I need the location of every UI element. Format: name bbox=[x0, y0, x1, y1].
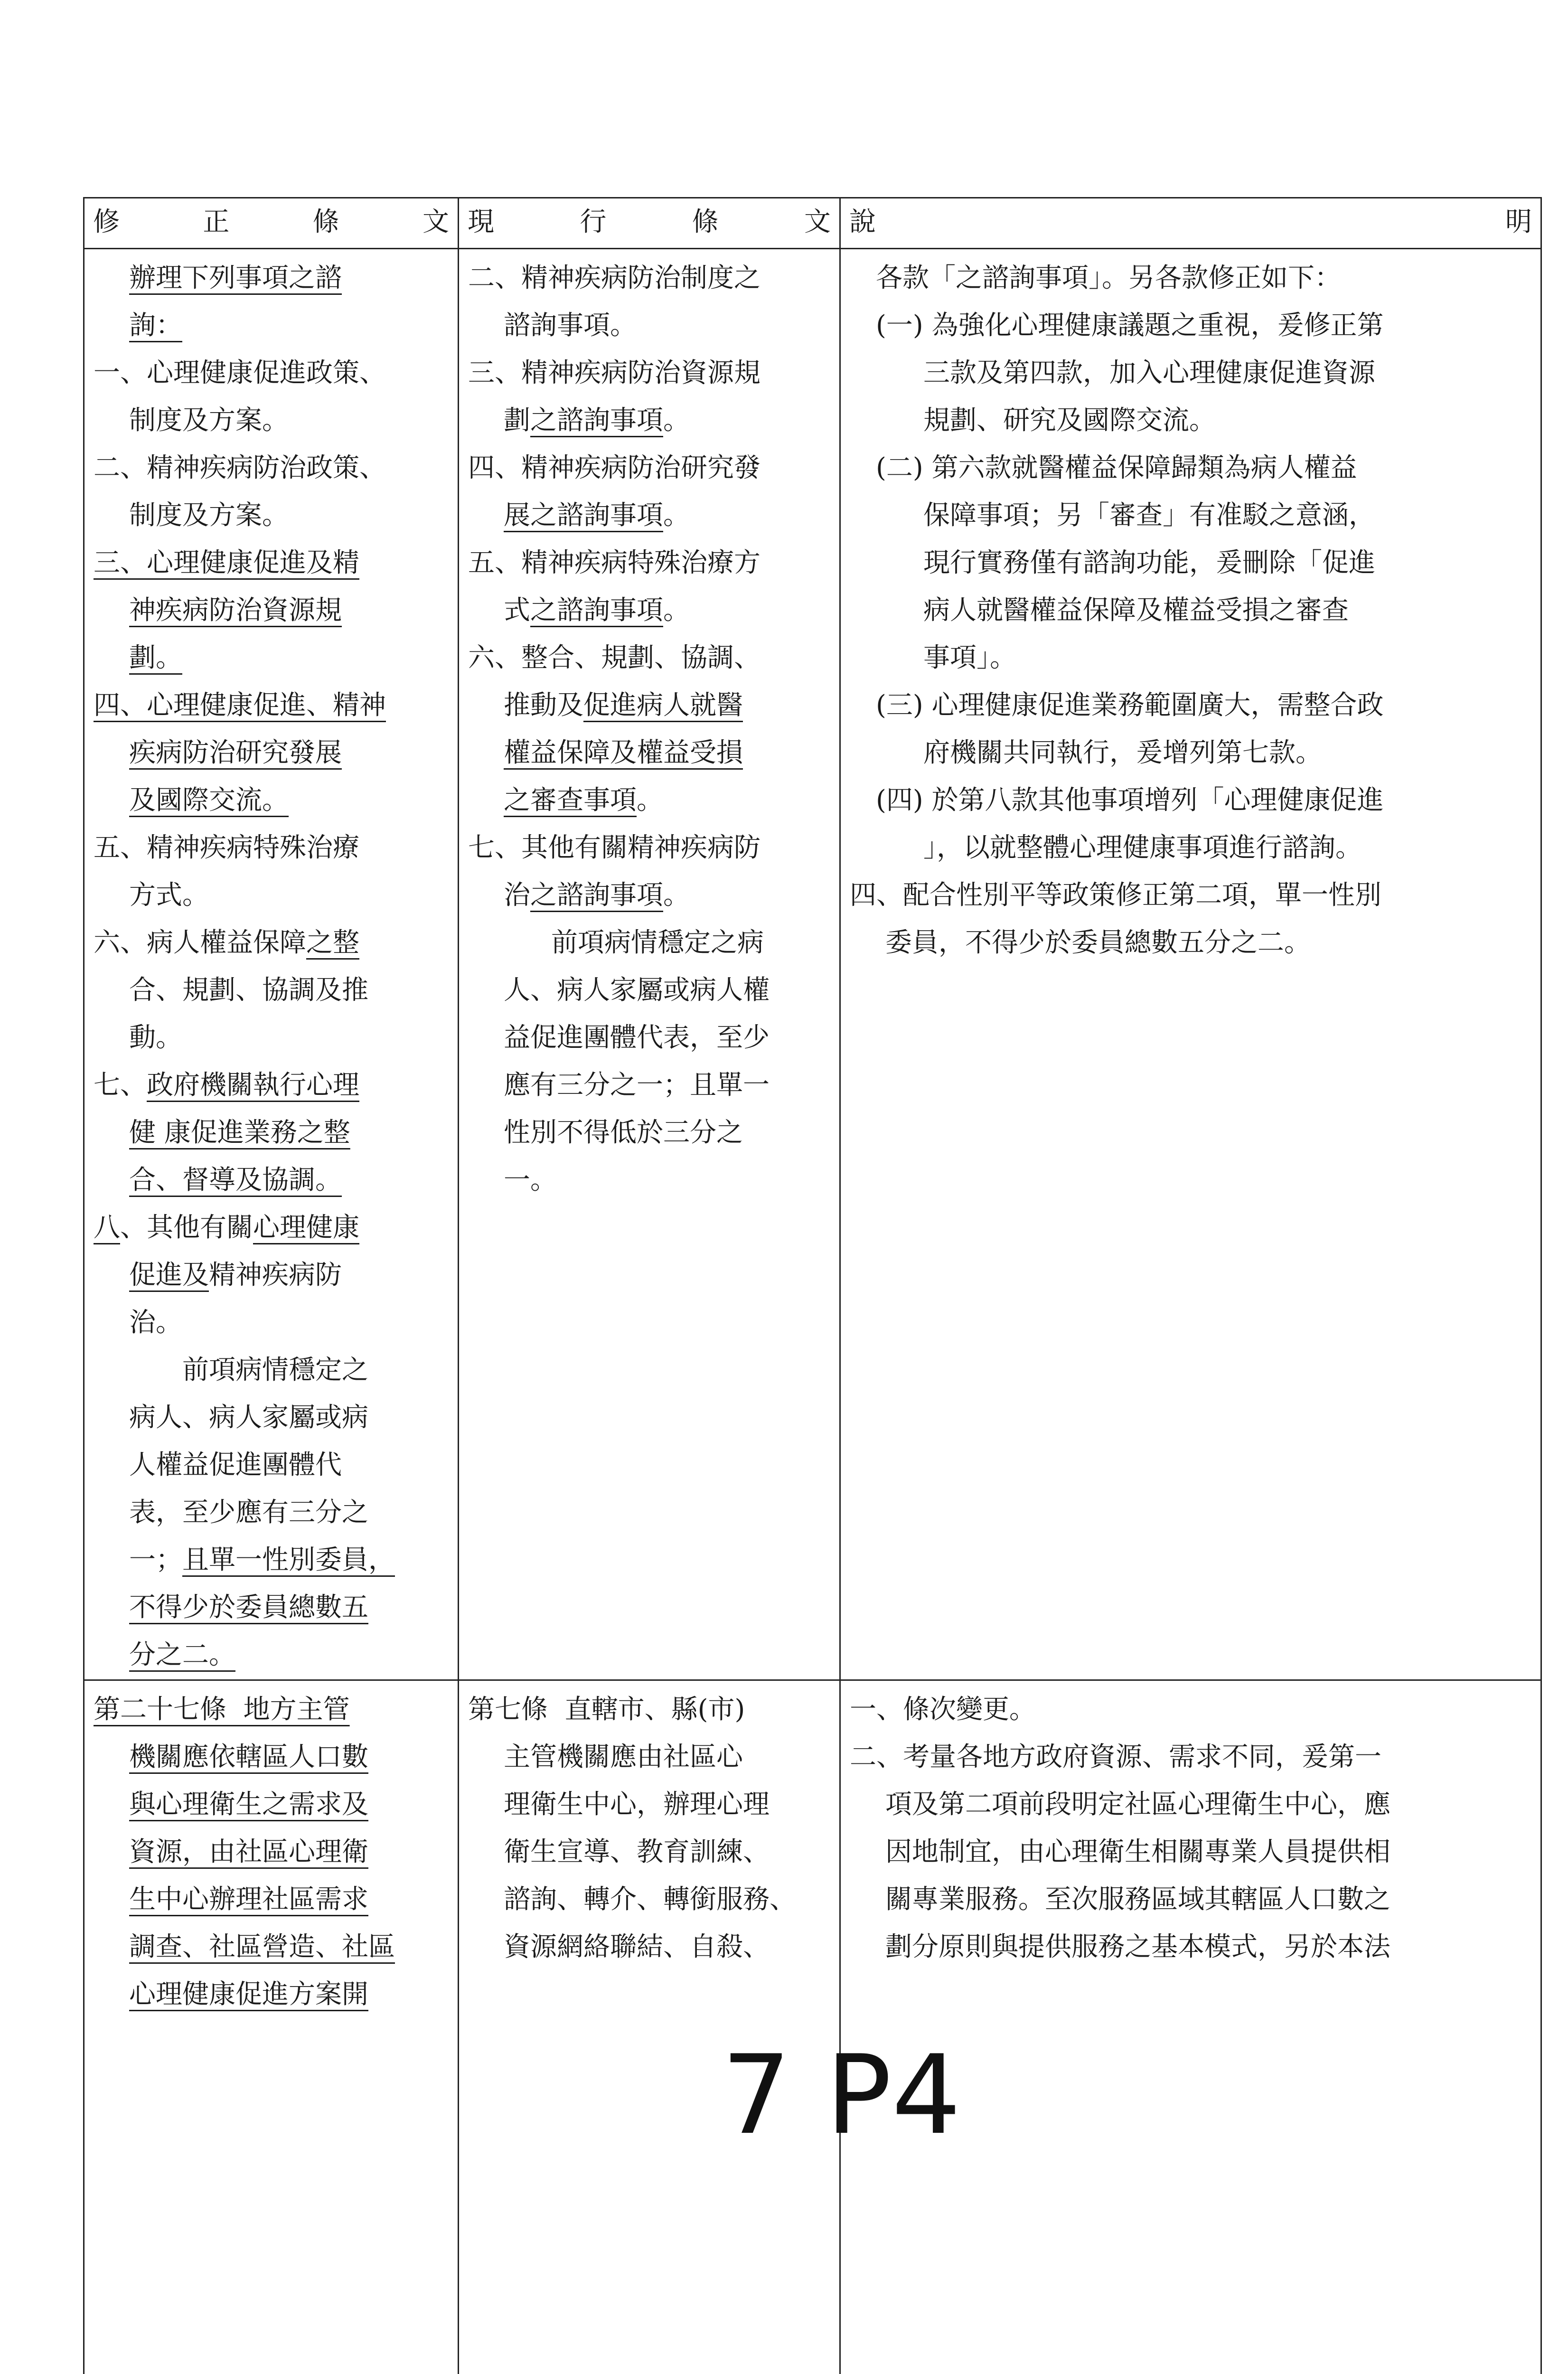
header-row bbox=[84, 198, 1541, 249]
text-line: 各款「之諮詢事項」。另各款修正如下： bbox=[850, 254, 1531, 302]
text-line: (一) 為強化心理健康議題之重視，爰修正第 bbox=[850, 302, 1531, 349]
text-line: 二、精神疾病防治制度之 bbox=[468, 254, 830, 302]
text-line: 性別不得低於三分之 bbox=[468, 1109, 830, 1157]
text-span-underlined: 之諮詢事項 bbox=[530, 880, 663, 911]
text-line: 理衛生中心，辦理心理 bbox=[468, 1781, 830, 1828]
text-line: 病人、病人家屬或病 bbox=[94, 1394, 449, 1441]
text-span: 式 bbox=[504, 595, 530, 626]
text-span: 。 bbox=[663, 500, 690, 531]
header-char: 條 bbox=[692, 198, 719, 246]
text-line: 三、心理健康促進及精 bbox=[94, 539, 449, 587]
text-span-underlined: 之整 bbox=[306, 927, 359, 958]
text-line: 項及第二項前段明定社區心理衛生中心，應 bbox=[850, 1781, 1531, 1828]
text-line: (四) 於第八款其他事項增列「心理健康促進 bbox=[850, 777, 1531, 824]
amended-text-cell bbox=[84, 1680, 459, 2374]
text-line: 詢： bbox=[94, 302, 449, 349]
text-line: 調查、社區營造、社區 bbox=[94, 1923, 449, 1971]
text-line: 分之二。 bbox=[94, 1631, 449, 1679]
text-line: 衛生宣導、教育訓練、 bbox=[468, 1828, 830, 1876]
text-line: 方式。 bbox=[94, 872, 449, 919]
text-line: 二、精神疾病防治政策、 bbox=[94, 444, 449, 492]
text-line: 合、規劃、協調及推 bbox=[94, 967, 449, 1014]
text-line: 關專業服務。至次服務區域其轄區人口數之 bbox=[850, 1876, 1531, 1923]
text-span-underlined: 促進病人就醫 bbox=[583, 690, 743, 721]
text-line: 劃分原則與提供服務之基本模式，另於本法 bbox=[850, 1923, 1531, 1971]
text-line bbox=[468, 777, 830, 824]
text-line: 不得少於委員總數五 bbox=[94, 1584, 449, 1631]
text-line: 前項病情穩定之 bbox=[94, 1347, 449, 1394]
text-span-underlined: 政府機關執行心理 bbox=[147, 1070, 359, 1101]
header-char: 現 bbox=[468, 198, 494, 246]
text-line: 委員，不得少於委員總數五分之二。 bbox=[850, 919, 1531, 967]
text-line: 五、精神疾病特殊治療 bbox=[94, 824, 449, 872]
text-span: 。 bbox=[663, 405, 690, 436]
text-line: 人權益促進團體代 bbox=[94, 1441, 449, 1489]
text-line: 機關應依轄區人口數 bbox=[94, 1733, 449, 1781]
text-line bbox=[468, 492, 830, 539]
text-line: 辦理下列事項之諮 bbox=[94, 254, 449, 302]
header-char: 修 bbox=[93, 198, 120, 246]
text-line: 治。 bbox=[94, 1299, 449, 1347]
text-span-underlined: 展之諮詢事項 bbox=[504, 500, 663, 531]
text-line: 二、考量各地方政府資源、需求不同，爰第一 bbox=[850, 1733, 1531, 1781]
current-text-cell bbox=[459, 249, 840, 1680]
header-char: 行 bbox=[580, 198, 606, 246]
text-line: 制度及方案。 bbox=[94, 492, 449, 539]
text-span: 七、 bbox=[94, 1070, 147, 1101]
text-span: 。 bbox=[637, 785, 663, 816]
header-char: 明 bbox=[1505, 198, 1532, 246]
text-line: 府機關共同執行，爰增列第七款。 bbox=[850, 729, 1531, 777]
text-line bbox=[468, 682, 830, 729]
text-span: 六、病人權益保障 bbox=[94, 927, 306, 958]
header-explanation bbox=[840, 198, 1541, 249]
article-row-1 bbox=[84, 249, 1541, 1680]
text-line bbox=[94, 1252, 449, 1299]
amended-text-cell bbox=[84, 249, 459, 1680]
text-line: 益促進團體代表，至少 bbox=[468, 1014, 830, 1062]
text-line: 資源網絡聯結、自殺、 bbox=[468, 1923, 830, 1971]
text-span-underlined: 第二十七條 bbox=[94, 1694, 226, 1725]
text-line: 四、配合性別平等政策修正第二項，單一性別 bbox=[850, 872, 1531, 919]
text-line bbox=[468, 872, 830, 919]
text-span-underlined: 之審查事項 bbox=[504, 785, 637, 816]
header-current bbox=[459, 198, 840, 249]
text-span-underlined: 權益保障 bbox=[504, 737, 610, 768]
text-line: 病人就醫權益保障及權益受損之審查 bbox=[850, 587, 1531, 634]
article-row-2 bbox=[84, 1680, 1541, 2374]
header-char: 文 bbox=[423, 198, 449, 246]
text-line: (三) 心理健康促進業務範圍廣大，需整合政 bbox=[850, 682, 1531, 729]
text-line: 與心理衛生之需求及 bbox=[94, 1781, 449, 1828]
text-line bbox=[468, 397, 830, 444]
text-span-underlined: 心理健康 bbox=[253, 1212, 359, 1243]
text-line: 資源，由社區心理衛 bbox=[94, 1828, 449, 1876]
text-line: 健 康促進業務之整 bbox=[94, 1109, 449, 1157]
text-line: 神疾病防治資源規 bbox=[94, 587, 449, 634]
text-line: 一、心理健康促進政策、 bbox=[94, 349, 449, 397]
text-line bbox=[94, 1062, 449, 1109]
text-line: 生中心辦理社區需求 bbox=[94, 1876, 449, 1923]
text-span-underlined: 促進及 bbox=[129, 1260, 209, 1291]
text-span-underlined: 之諮詢事項 bbox=[530, 595, 663, 626]
explanation-cell bbox=[840, 249, 1541, 1680]
text-line: 三款及第四款，加入心理健康促進資源 bbox=[850, 349, 1531, 397]
text-span-underlined: 及權益受損 bbox=[610, 737, 743, 768]
header-char: 正 bbox=[203, 198, 229, 246]
header-char: 條 bbox=[313, 198, 339, 246]
text-line: 因地制宜，由心理衛生相關專業人員提供相 bbox=[850, 1828, 1531, 1876]
text-line: 四、精神疾病防治研究發 bbox=[468, 444, 830, 492]
text-line bbox=[468, 587, 830, 634]
text-line: 疾病防治研究發展 bbox=[94, 729, 449, 777]
text-line: 四、心理健康促進、精神 bbox=[94, 682, 449, 729]
text-line: 」，以就整體心理健康事項進行諮詢。 bbox=[850, 824, 1531, 872]
text-line: 規劃、研究及國際交流。 bbox=[850, 397, 1531, 444]
text-span: 、其他有關 bbox=[120, 1212, 253, 1243]
text-line: 應有三分之一；且單一 bbox=[468, 1062, 830, 1109]
text-line: 三、精神疾病防治資源規 bbox=[468, 349, 830, 397]
text-line: (二) 第六款就醫權益保障歸類為病人權益 bbox=[850, 444, 1531, 492]
text-span: 。 bbox=[663, 880, 690, 911]
text-line: 劃。 bbox=[94, 634, 449, 682]
text-line: 諮詢、轉介、轉銜服務、 bbox=[468, 1876, 830, 1923]
text-span: 。 bbox=[663, 595, 690, 626]
text-line bbox=[94, 1686, 449, 1733]
text-line: 七、其他有關精神疾病防 bbox=[468, 824, 830, 872]
text-span: 精神疾病防 bbox=[209, 1260, 342, 1291]
text-line bbox=[468, 729, 830, 777]
text-line: 及國際交流。 bbox=[94, 777, 449, 824]
text-span: 推動及 bbox=[504, 690, 583, 721]
text-line: 諮詢事項。 bbox=[468, 302, 830, 349]
text-line: 一、條次變更。 bbox=[850, 1686, 1531, 1733]
text-span-underlined: 地方主管 bbox=[226, 1694, 350, 1725]
header-amended bbox=[84, 198, 459, 249]
text-line: 人、病人家屬或病人權 bbox=[468, 967, 830, 1014]
text-span-underlined: 且單一性別委員， bbox=[182, 1545, 395, 1575]
text-line: 主管機關應由社區心 bbox=[468, 1733, 830, 1781]
text-span-underlined: 之諮詢事項 bbox=[530, 405, 663, 436]
text-line: 六、整合、規劃、協調、 bbox=[468, 634, 830, 682]
text-line: 保障事項；另「審查」有准駁之意涵， bbox=[850, 492, 1531, 539]
text-line: 前項病情穩定之病 bbox=[468, 919, 830, 967]
handwritten-page-mark: 7 P4 bbox=[722, 2032, 961, 2159]
text-line: 合、督導及協調。 bbox=[94, 1157, 449, 1204]
header-char: 說 bbox=[849, 198, 876, 246]
text-line bbox=[94, 919, 449, 967]
text-span: 劃 bbox=[504, 405, 530, 436]
text-line: 事項」。 bbox=[850, 634, 1531, 682]
text-line: 第七條 直轄市、縣(市) bbox=[468, 1686, 830, 1733]
text-line: 表，至少應有三分之 bbox=[94, 1489, 449, 1536]
text-line: 制度及方案。 bbox=[94, 397, 449, 444]
header-char: 文 bbox=[804, 198, 831, 246]
explanation-cell bbox=[840, 1680, 1541, 2374]
text-line: 心理健康促進方案開 bbox=[94, 1971, 449, 2018]
current-text-cell bbox=[459, 1680, 840, 2374]
text-line: 現行實務僅有諮詢功能，爰刪除「促進 bbox=[850, 539, 1531, 587]
text-line bbox=[94, 1536, 449, 1584]
text-line bbox=[94, 1204, 449, 1252]
text-span: 治 bbox=[504, 880, 530, 911]
text-line: 五、精神疾病特殊治療方 bbox=[468, 539, 830, 587]
text-span: 一； bbox=[129, 1545, 182, 1575]
text-span-underlined: 八 bbox=[94, 1212, 120, 1243]
text-line: 一。 bbox=[468, 1157, 830, 1204]
text-line: 動。 bbox=[94, 1014, 449, 1062]
